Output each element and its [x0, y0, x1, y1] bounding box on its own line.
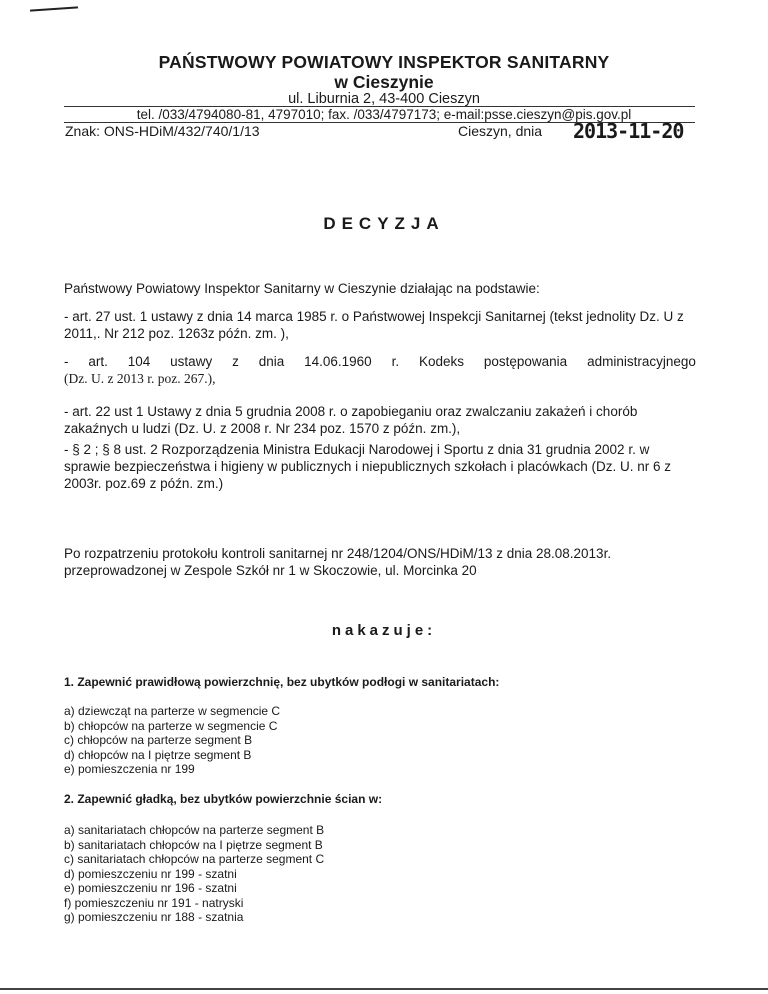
list-item: f) pomieszczeniu nr 191 - natryski	[64, 895, 244, 910]
list-item: c) sanitariatach chłopców na parterze segment C	[64, 852, 325, 866]
list-item: d) pomieszczeniu nr 199 - szatni	[64, 866, 237, 881]
order-2-heading: 2. Zapewnić gładką, bez ubytków powierzchnie ścian w:	[64, 792, 383, 806]
list-item: e) pomieszczenia nr 199	[64, 762, 195, 776]
list-item: e) pomieszczeniu nr 196 - szatni	[64, 881, 237, 895]
legal-basis-2-line1: - art. 104 ustawy z dnia 14.06.1960 r. Kodeks postępowania administracyjnego	[64, 354, 696, 369]
date-stamp: 2013-11-20	[573, 119, 684, 143]
order-2-list	[64, 823, 324, 925]
list-item: a) dziewcząt na parterze w segmencie C	[64, 704, 281, 718]
list-item: b) chłopców na parterze w segmencie C	[64, 718, 278, 733]
intro-text: Państwowy Powiatowy Inspektor Sanitarny w Cieszynie działając na podstawie:	[64, 281, 540, 296]
legal-basis-1: - art. 27 ust. 1 ustawy z dnia 14 marca 1985 r. o Państwowej Inspekcji Sanitarnej (tekst jednolity Dz. U z 2011,. Nr 212 poz. 1263z późn. zm. ),	[64, 309, 684, 341]
orders-title: nakazuje:	[331, 622, 437, 639]
decision-title: DECYZJA	[323, 214, 445, 233]
page-bottom-edge	[0, 988, 768, 990]
contact-line: tel. /033/4794080-81, 4797010; fax. /033/4797173; e-mail:psse.cieszyn@pis.gov.pl	[136, 107, 632, 122]
legal-basis-2	[64, 353, 696, 387]
date-label: Cieszyn, dnia	[458, 123, 543, 139]
consideration-text: Po rozpatrzeniu protokołu kontroli sanitarnej nr 248/1204/ONS/HDiM/13 z dnia 28.08.2013r. przeprowadzonej w Zespole Szkół nr 1 w Skoczowie, ul. Morcinka 20	[64, 546, 612, 578]
legal-basis-3: - art. 22 ust 1 Ustawy z dnia 5 grudnia 2008 r. o zapobieganiu oraz zwalczaniu zakażeń i chorób zakaźnych u ludzi (Dz. U. z 2008 r. Nr 234 poz. 1570 z późn. zm.),	[64, 404, 638, 436]
list-item: b) sanitariatach chłopców na I piętrze segment B	[64, 837, 323, 852]
reference-number: Znak: ONS-HDiM/432/740/1/13	[65, 123, 260, 139]
institution-address: ul. Liburnia 2, 43-400 Cieszyn	[288, 91, 480, 107]
legal-basis-2-line2: (Dz. U. z 2013 r. poz. 267.),	[64, 371, 216, 386]
corner-scan-mark	[30, 6, 78, 11]
order-1-list	[64, 704, 280, 777]
order-1-heading: 1. Zapewnić prawidłową powierzchnię, bez ubytków podłogi w sanitariatach:	[64, 675, 500, 689]
institution-name: PAŃSTWOWY POWIATOWY INSPEKTOR SANITARNY	[158, 52, 610, 72]
list-item: c) chłopców na parterze segment B	[64, 733, 253, 747]
list-item: a) sanitariatach chłopców na parterze segment B	[64, 823, 325, 837]
list-item: d) chłopców na I piętrze segment B	[64, 747, 252, 762]
legal-basis-4: - § 2 ; § 8 ust. 2 Rozporządzenia Ministra Edukacji Narodowej i Sportu z dnia 31 grudnia 2002 r. w sprawie bezpieczeństwa i higieny w publicznych i niepublicznych szkołach i placówkach (Dz. U. nr 6 z 2003r. poz.69 z późn. zm.)	[64, 442, 672, 491]
list-item: g) pomieszczeniu nr 188 - szatnia	[64, 910, 244, 924]
institution-city: w Cieszynie	[334, 72, 434, 92]
